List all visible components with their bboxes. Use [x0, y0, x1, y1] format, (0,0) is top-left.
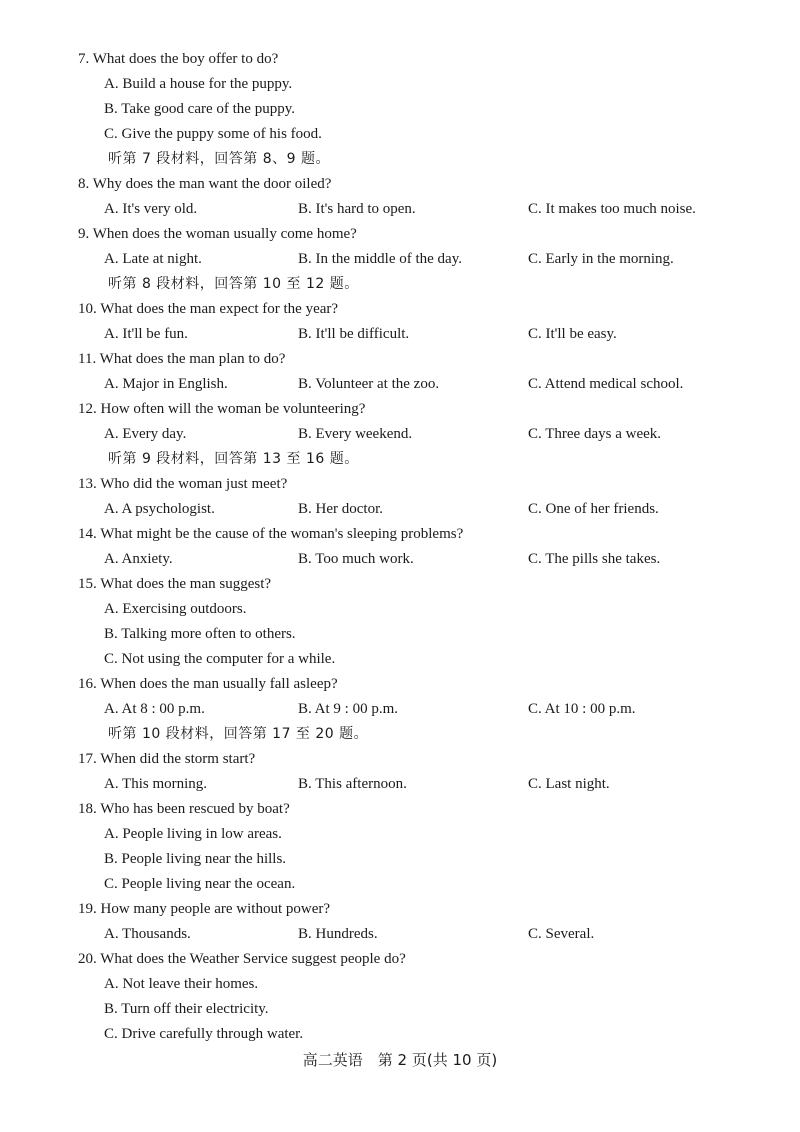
- option-19b: B. Hundreds.: [298, 926, 378, 942]
- option-18b: B. People living near the hills.: [104, 851, 287, 867]
- question-11: 11. What does the man plan to do?: [78, 351, 286, 367]
- option-13b: B. Her doctor.: [298, 501, 383, 517]
- option-13a: A. A psychologist.: [104, 501, 215, 517]
- option-15c: C. Not using the computer for a while.: [104, 651, 336, 667]
- option-17c: C. Last night.: [528, 776, 610, 792]
- option-18c: C. People living near the ocean.: [104, 876, 296, 892]
- option-17b: B. This afternoon.: [298, 776, 407, 792]
- option-row: [104, 424, 784, 444]
- option-row: [104, 699, 784, 719]
- option-row: [104, 974, 784, 994]
- option-12b: B. Every weekend.: [298, 426, 413, 442]
- option-row: [104, 774, 784, 794]
- option-10c: C. It'll be easy.: [528, 326, 617, 342]
- option-11a: A. Major in English.: [104, 376, 228, 392]
- option-20a: A. Not leave their homes.: [104, 976, 259, 992]
- option-11b: B. Volunteer at the zoo.: [298, 376, 440, 392]
- option-row: [104, 199, 784, 219]
- option-row: [104, 824, 784, 844]
- option-16c: C. At 10 : 00 p.m.: [528, 701, 636, 717]
- instruction-3: 听第 9 段材料，回答第 13 至 16 题。: [108, 451, 359, 467]
- instruction-2: 听第 8 段材料，回答第 10 至 12 题。: [108, 276, 359, 292]
- option-12a: A. Every day.: [104, 426, 187, 442]
- option-row: [104, 624, 784, 644]
- option-8a: A. It's very old.: [104, 201, 198, 217]
- option-row: [104, 999, 784, 1019]
- option-row: [104, 849, 784, 869]
- option-7a: A. Build a house for the puppy.: [104, 76, 293, 92]
- option-row: [104, 374, 784, 394]
- option-row: [104, 99, 784, 119]
- option-9b: B. In the middle of the day.: [298, 251, 462, 267]
- question-15: 15. What does the man suggest?: [78, 576, 272, 592]
- option-8c: C. It makes too much noise.: [528, 201, 696, 217]
- option-row: [104, 1024, 784, 1044]
- option-row: [104, 74, 784, 94]
- option-7c: C. Give the puppy some of his food.: [104, 126, 322, 142]
- question-20: 20. What does the Weather Service suggest people do?: [78, 951, 406, 967]
- question-14: 14. What might be the cause of the woman's sleeping problems?: [78, 526, 464, 542]
- question-12: 12. How often will the woman be volunteering?: [78, 401, 366, 417]
- option-19a: A. Thousands.: [104, 926, 191, 942]
- option-17a: A. This morning.: [104, 776, 208, 792]
- question-9: 9. When does the woman usually come home?: [78, 226, 357, 242]
- instruction-4: 听第 10 段材料，回答第 17 至 20 题。: [108, 726, 369, 742]
- option-8b: B. It's hard to open.: [298, 201, 416, 217]
- option-row: [104, 599, 784, 619]
- question-8: 8. Why does the man want the door oiled?: [78, 176, 332, 192]
- option-12c: C. Three days a week.: [528, 426, 662, 442]
- option-row: [104, 124, 784, 144]
- option-row: [104, 549, 784, 569]
- option-11c: C. Attend medical school.: [528, 376, 684, 392]
- option-20c: C. Drive carefully through water.: [104, 1026, 304, 1042]
- option-9c: C. Early in the morning.: [528, 251, 674, 267]
- option-18a: A. People living in low areas.: [104, 826, 282, 842]
- option-row: [104, 649, 784, 669]
- question-7: 7. What does the boy offer to do?: [78, 51, 279, 67]
- option-19c: C. Several.: [528, 926, 595, 942]
- option-10b: B. It'll be difficult.: [298, 326, 410, 342]
- option-row: [104, 924, 784, 944]
- question-19: 19. How many people are without power?: [78, 901, 331, 917]
- question-10: 10. What does the man expect for the year?: [78, 301, 339, 317]
- option-14a: A. Anxiety.: [104, 551, 173, 567]
- option-16b: B. At 9 : 00 p.m.: [298, 701, 399, 717]
- option-20b: B. Turn off their electricity.: [104, 1001, 269, 1017]
- option-7b: B. Take good care of the puppy.: [104, 101, 295, 117]
- option-14c: C. The pills she takes.: [528, 551, 661, 567]
- option-10a: A. It'll be fun.: [104, 326, 188, 342]
- option-13c: C. One of her friends.: [528, 501, 659, 517]
- option-row: [104, 324, 784, 344]
- option-row: [104, 874, 784, 894]
- option-row: [104, 249, 784, 269]
- question-17: 17. When did the storm start?: [78, 751, 256, 767]
- option-row: [104, 499, 784, 519]
- option-15a: A. Exercising outdoors.: [104, 601, 247, 617]
- question-13: 13. Who did the woman just meet?: [78, 476, 288, 492]
- option-15b: B. Talking more often to others.: [104, 626, 296, 642]
- option-16a: A. At 8 : 00 p.m.: [104, 701, 205, 717]
- page-footer: 高二英语 第 2 页(共 10 页): [302, 1051, 498, 1069]
- option-14b: B. Too much work.: [298, 551, 414, 567]
- instruction-1: 听第 7 段材料，回答第 8、9 题。: [108, 151, 331, 167]
- option-9a: A. Late at night.: [104, 251, 202, 267]
- question-18: 18. Who has been rescued by boat?: [78, 801, 290, 817]
- question-16: 16. When does the man usually fall asleep?: [78, 676, 338, 692]
